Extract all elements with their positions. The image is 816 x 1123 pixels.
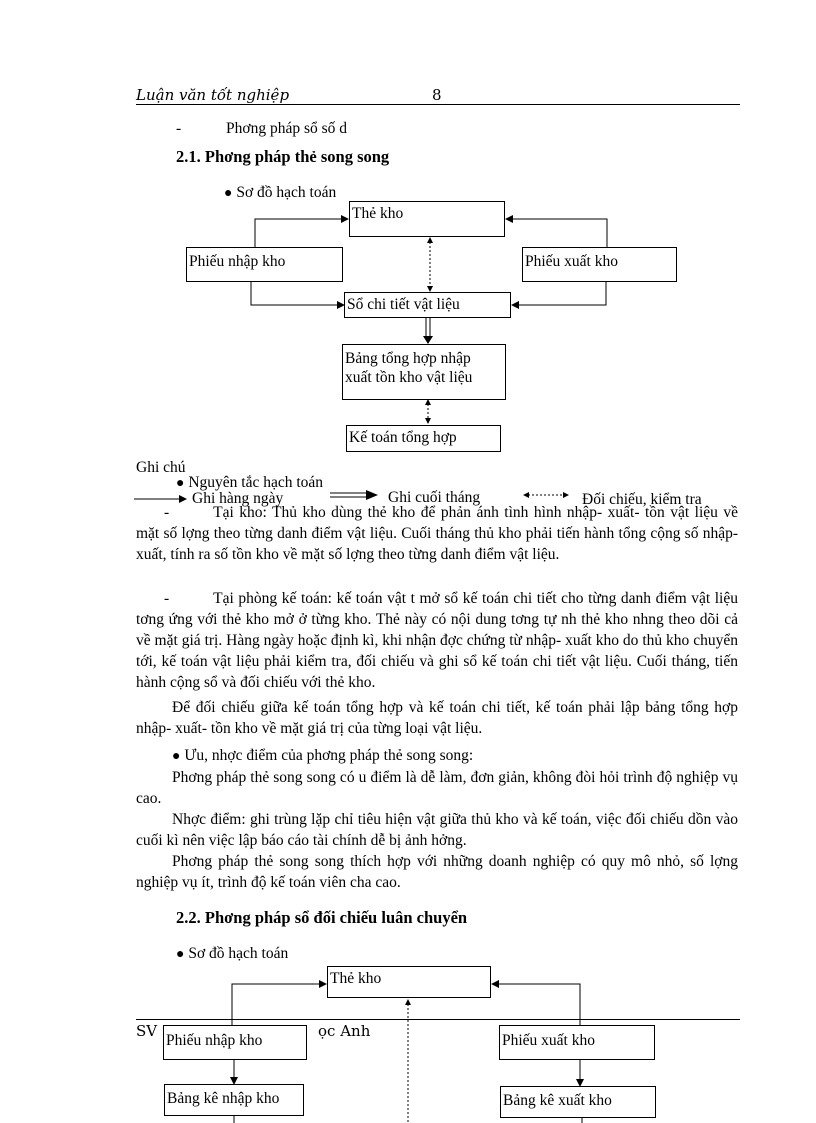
paragraph-tai-kho — [136, 502, 738, 565]
connector-xuat-to-sochitiet — [512, 282, 606, 305]
box-bang-tong-hop-line2: xuất tồn kho vật liệu — [345, 369, 473, 386]
connector-nhap-to-thekho — [255, 219, 348, 248]
dash-marker: - — [164, 590, 170, 607]
paragraph-doi-chieu: Để đối chiếu giữa kế toán tổng hợp và kế toán chi tiết, kế toán phải lập bảng tổng hợp nhập- xuất- tồn kho về mặt giá trị của từng loại vật liệu. — [136, 699, 738, 737]
section-2-heading: 2.2. Phơng pháp sổ đối chiếu luân chuyển — [176, 908, 468, 927]
section-1-heading: 2.1. Phơng pháp thẻ song song — [176, 147, 390, 166]
principle-text: Nguyên tắc hạch toán — [188, 474, 324, 491]
header-title: Luận văn tốt nghiệp — [136, 86, 290, 104]
legend-daily-label: Ghi hàng ngày — [192, 490, 284, 507]
box-so-chi-tiet-vat-lieu: Sổ chi tiết vật liệu — [344, 292, 511, 318]
diagram-2-caption — [176, 943, 288, 965]
paragraph-uu-nhuoc-bullet — [136, 745, 738, 767]
page-number: 8 — [432, 86, 442, 104]
paragraph-block-2 — [136, 588, 738, 893]
paragraph-uu-nhuoc-text: Ưu, nhợc điểm của phơng pháp thẻ song song: — [184, 747, 474, 764]
footer-student-right: ọc Anh — [318, 1022, 371, 1040]
connector-nhap-to-sochitiet — [251, 282, 344, 305]
d2-connector-xuat-to-thekho — [492, 984, 580, 1030]
footer-student-left: SV — [136, 1022, 158, 1040]
connector-double-head — [423, 336, 433, 344]
paragraph-phong-ke-toan — [136, 588, 738, 693]
d2-box-phieu-nhap-kho: Phiếu nhập kho — [163, 1025, 307, 1060]
box-phieu-xuat-kho: Phiếu xuất kho — [522, 247, 677, 282]
legend-title: Ghi chú — [136, 459, 186, 476]
connector-xuat-to-thekho — [506, 219, 607, 248]
paragraph-nhuoc-diem: Nhợc điểm: ghi trùng lặp chỉ tiêu hiện vật giữa thủ kho và kế toán, việc đối chiếu dồn vào cuối kì nên việc lập báo cáo tài chính dễ bị ảnh hởng. — [136, 811, 738, 849]
box-phieu-nhap-kho: Phiếu nhập kho — [186, 247, 343, 282]
intro-dash: - — [176, 120, 182, 137]
d2-box-phieu-xuat-kho: Phiếu xuất kho — [499, 1025, 655, 1060]
caption-text: Sơ đồ hạch toán — [188, 945, 289, 962]
footer-rule — [136, 1019, 740, 1020]
paragraph-thich-hop: Phơng pháp thẻ song song thích hợp với những doanh nghiệp có quy mô nhỏ, số lợng nghiệp vụ ít, trình độ kế toán viên cha cao. — [136, 853, 738, 891]
intro-text: Phơng pháp sổ số d — [226, 120, 348, 137]
dash-marker: - — [164, 504, 170, 521]
bullet-icon: ● — [172, 749, 181, 764]
d2-box-bang-ke-xuat-kho: Bảng kê xuất kho — [500, 1086, 656, 1118]
legend-reconcile-label: Đối chiếu, kiểm tra — [582, 491, 702, 508]
box-bang-tong-hop — [342, 344, 506, 400]
bullet-icon: ● — [224, 186, 233, 201]
paragraph-block-1 — [136, 502, 738, 565]
box-the-kho: Thẻ kho — [349, 201, 505, 237]
paragraph-phong-ke-toan-text: Tại phòng kế toán: kế toán vật t mở sổ kế toán chi tiết cho từng danh điểm vật liệu tơng ứng với thẻ kho mở ở từng kho. Thẻ này có nội dung tơng tự nh thẻ kho nhng theo dõi cả về mặt giá trị. Hàng ngày hoặc định kì, khi nhận đợc chứng từ nhập- xuất kho do thủ kho chuyển tới, kế toán vật liệu phải kiểm tra, đối chiếu và ghi sổ kế toán chi tiết vật liệu. Cuối tháng, tiến hành cộng sổ và đối chiếu với thẻ kho. — [136, 590, 738, 691]
legend-monthend-head — [366, 490, 378, 500]
d2-box-bang-ke-nhap-kho: Bảng kê nhập kho — [164, 1084, 304, 1116]
bullet-icon: ● — [176, 947, 185, 962]
box-ke-toan-tong-hop: Kế toán tổng hợp — [346, 425, 501, 452]
paragraph-uu-diem: Phơng pháp thẻ song song có u điểm là dễ làm, đơn giản, không đòi hỏi trình độ nghiệp vụ cao. — [136, 769, 738, 807]
paragraph-tai-kho-text: Tại kho: Thủ kho dùng thẻ kho để phản ánh tình hình nhập- xuất- tồn vật liệu về mặt số lợng theo từng danh điểm vật liệu. Cuối tháng thủ kho phải tiến hành tổng cộng số nhập- xuất, tính ra số tồn kho về mặt số lợng theo từng danh điểm vật liệu. — [136, 504, 738, 563]
caption-text: Sơ đồ hạch toán — [236, 184, 337, 201]
d2-connector-nhap-to-thekho — [232, 984, 326, 1030]
d2-box-the-kho: Thẻ kho — [327, 966, 491, 998]
bullet-icon: ● — [176, 476, 185, 491]
box-bang-tong-hop-line1: Bảng tổng hợp nhập — [345, 350, 471, 367]
legend-monthend-label: Ghi cuối tháng — [388, 489, 481, 506]
